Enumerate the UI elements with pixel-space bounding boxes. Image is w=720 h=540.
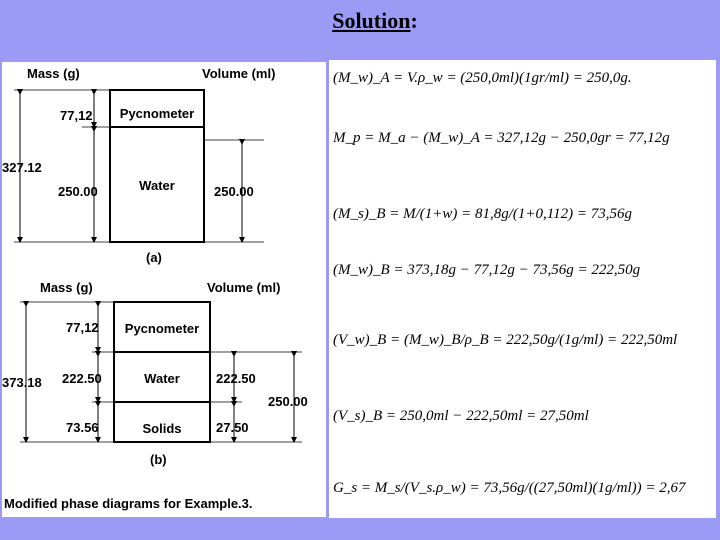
water-mass-b: 222.50 xyxy=(62,371,102,386)
volume-header-b: Volume (ml) xyxy=(207,280,281,295)
equation-1: (M_w)_A = V.ρ_w = (250,0ml)(1gr/ml) = 250,0g. xyxy=(333,70,632,86)
equations-panel xyxy=(329,60,716,518)
mass-header-b: Mass (g) xyxy=(40,280,93,295)
pyc-mass-b: 77,12 xyxy=(66,320,99,335)
total-mass-a: 327.12 xyxy=(2,160,42,175)
pyc-label-b: Pycnometer xyxy=(124,321,200,336)
water-mass-a: 250.00 xyxy=(58,184,98,199)
total-volume-b: 250.00 xyxy=(268,394,308,409)
water-volume-a: 250.00 xyxy=(214,184,254,199)
caption-a: (a) xyxy=(146,250,162,265)
volume-header-a: Volume (ml) xyxy=(202,66,276,81)
total-mass-b: 373.18 xyxy=(2,375,42,390)
solid-volume-b: 27.50 xyxy=(216,420,249,435)
caption-b: (b) xyxy=(150,452,167,467)
mass-header-a: Mass (g) xyxy=(27,66,80,81)
pyc-mass-a: 77,12 xyxy=(60,108,93,123)
equation-2: M_p = M_a − (M_w)_A = 327,12g − 250,0gr = 77,12g xyxy=(333,130,670,146)
equation-5: (V_w)_B = (M_w)_B/ρ_B = 222,50g/(1g/ml) = 222,50ml xyxy=(333,332,678,348)
water-label-b: Water xyxy=(144,371,180,386)
equation-3: (M_s)_B = M/(1+w) = 81,8g/(1+0,112) = 73,56g xyxy=(333,206,633,222)
pyc-label-a: Pycnometer xyxy=(119,106,195,121)
phase-diagram-panel xyxy=(2,62,326,517)
solid-mass-b: 73.56 xyxy=(66,420,99,435)
equation-7: G_s = M_s/(V_s.ρ_w) = 73,56g/((27,50ml)(1g/ml)) = 2,67 xyxy=(333,480,686,496)
equation-6: (V_s)_B = 250,0ml − 222,50ml = 27,50ml xyxy=(333,408,589,424)
water-volume-b: 222.50 xyxy=(216,371,256,386)
slide-title: Solution: xyxy=(332,8,418,33)
figure-caption: Modified phase diagrams for Example.3. xyxy=(4,496,253,511)
solid-label-b: Solids xyxy=(142,421,182,436)
phase-diagrams xyxy=(2,62,326,517)
equation-4: (M_w)_B = 373,18g − 77,12g − 73,56g = 222,50g xyxy=(333,262,641,278)
water-label-a: Water xyxy=(139,178,175,193)
